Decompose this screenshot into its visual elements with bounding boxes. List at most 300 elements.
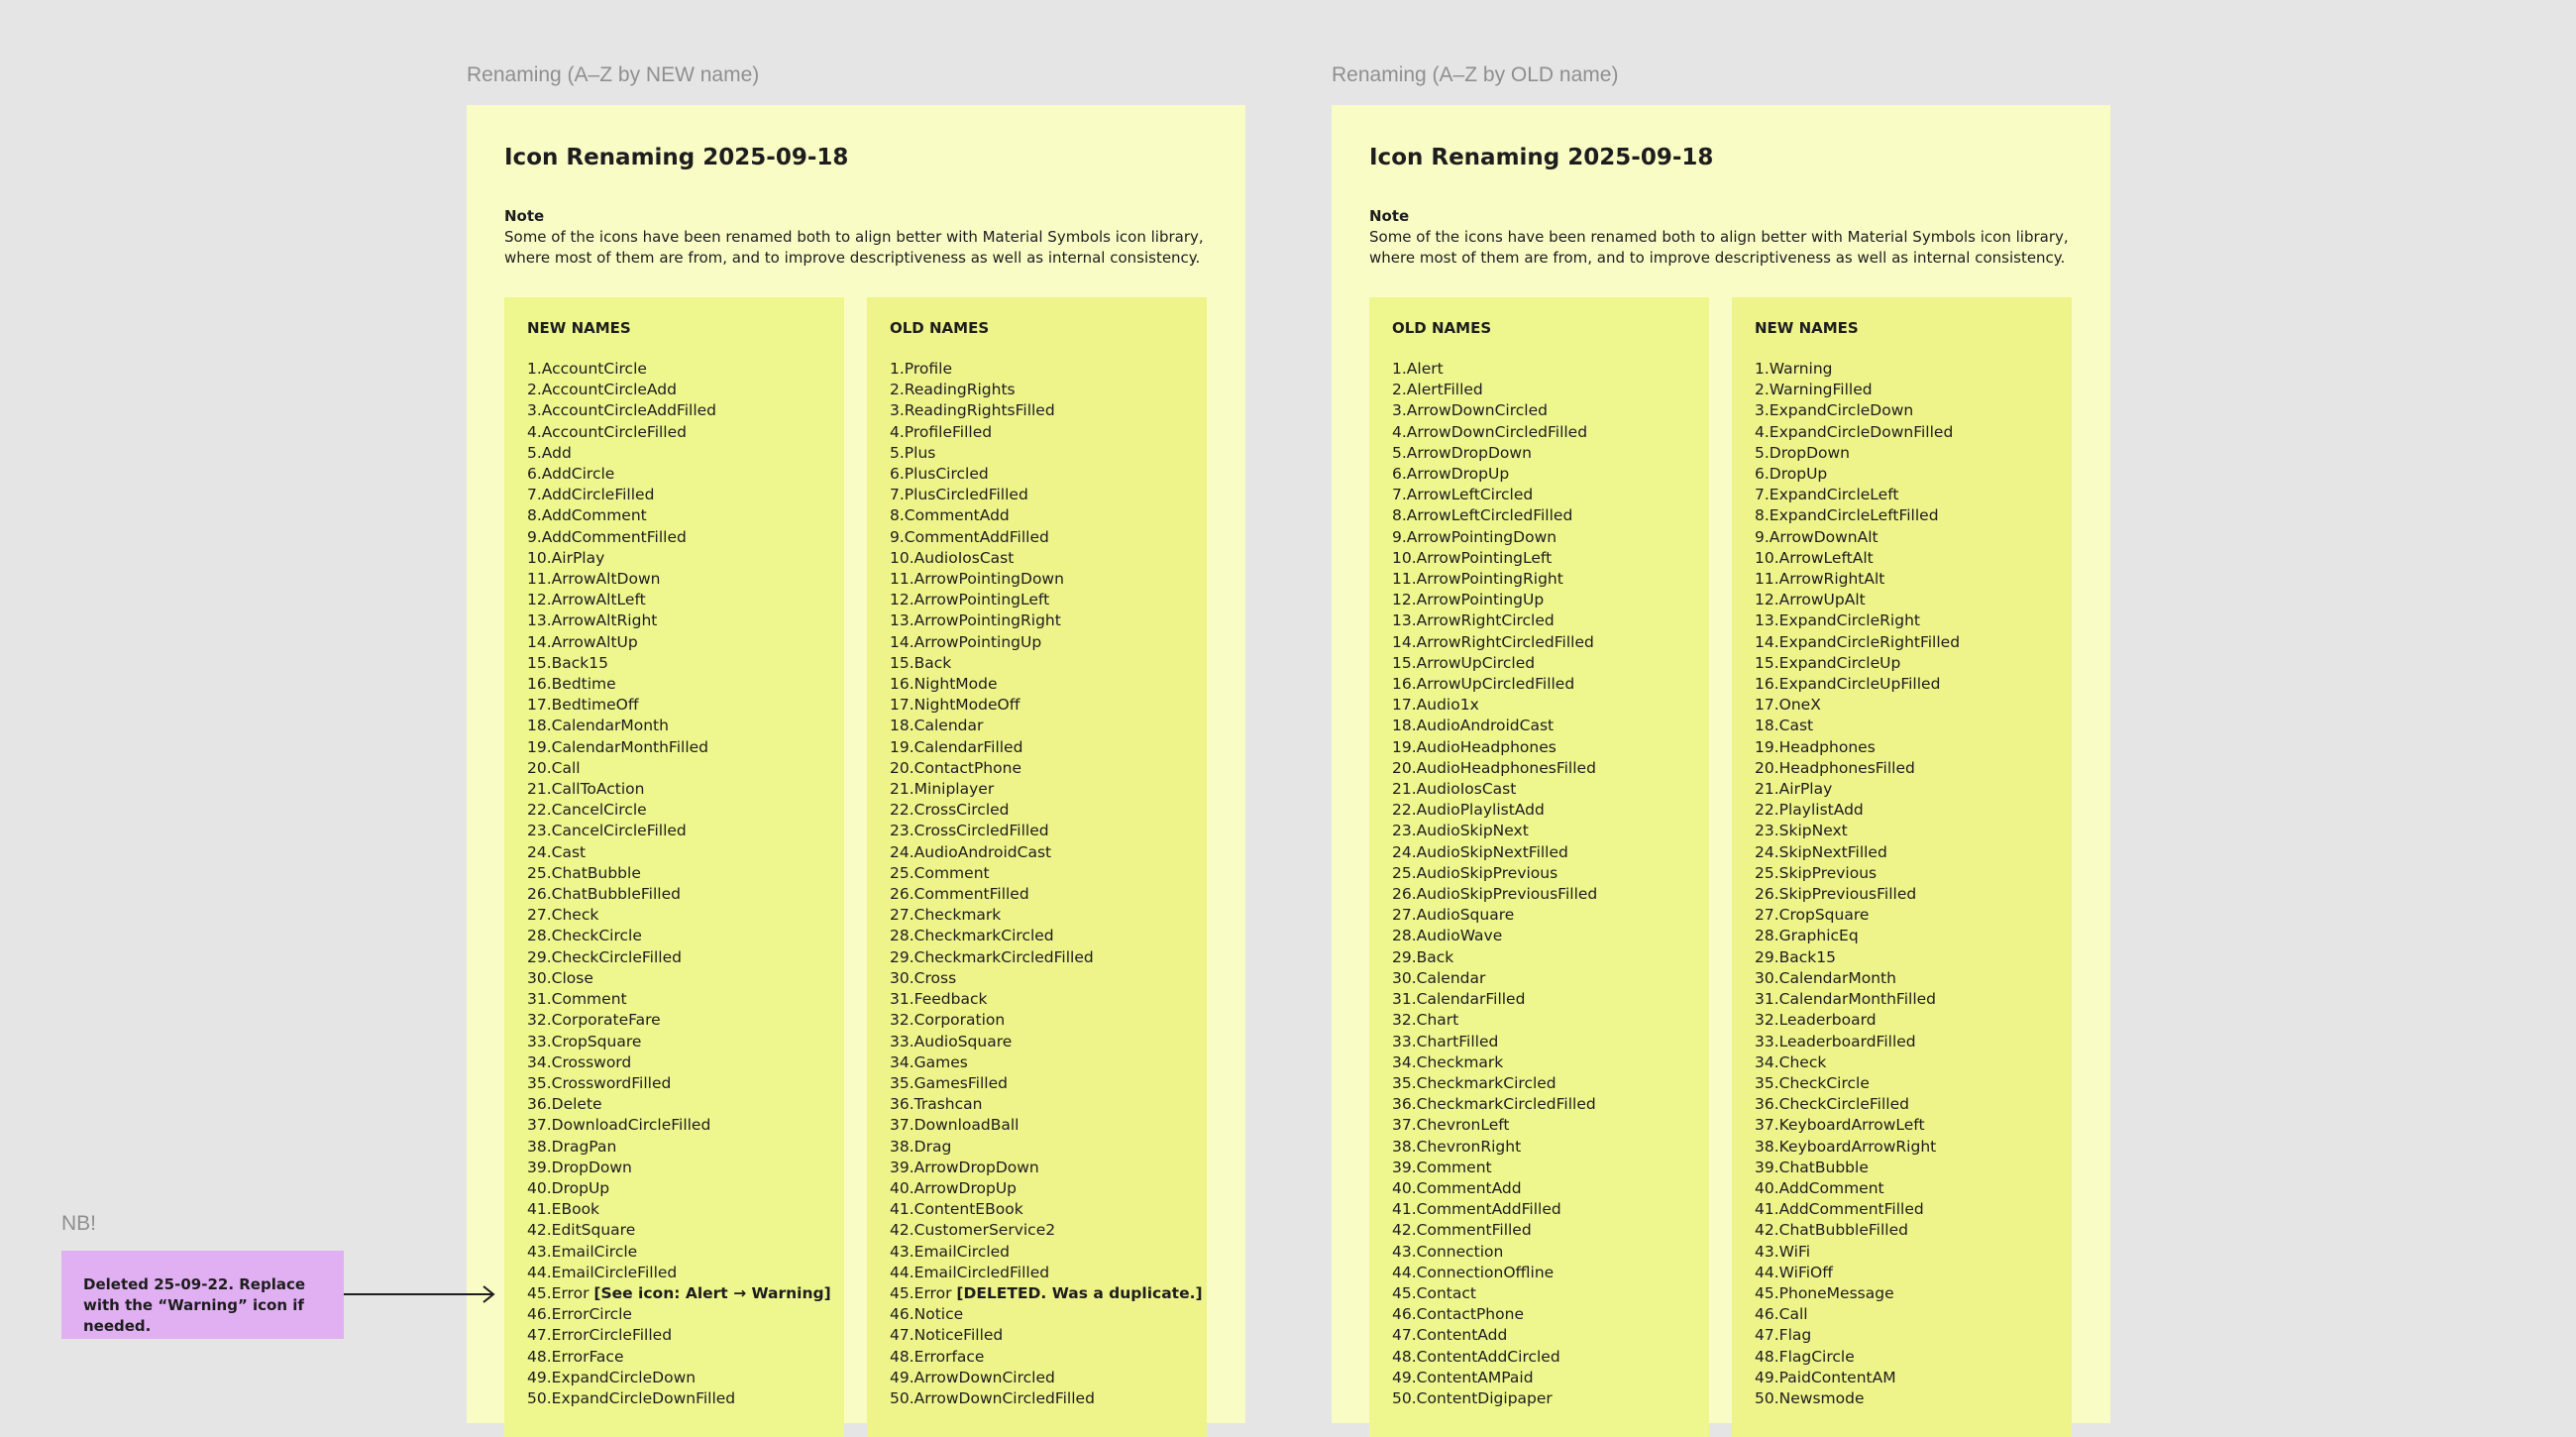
list-item-label: EmailCircleFilled — [551, 1263, 678, 1281]
list-item-label: AudioIosCast — [913, 548, 1015, 567]
list-item — [1755, 1178, 1960, 1199]
list-item — [890, 737, 1203, 758]
renaming-frame-by-old — [1332, 105, 2110, 1423]
list-item-label: LeaderboardFilled — [1778, 1032, 1916, 1050]
list-item — [1755, 1388, 1960, 1409]
note-body: Some of the icons have been renamed both to align better with Material Symbols icon library, where most of them are from, and to improve descriptiveness as well as internal consistency. — [1369, 228, 2069, 267]
list-item-number: 48. — [890, 1347, 914, 1366]
list-item-number: 1. — [890, 360, 905, 378]
list-item-label: ArrowDropUp — [913, 1178, 1018, 1197]
list-item-number: 32. — [1392, 1011, 1417, 1030]
list-item — [527, 1347, 831, 1368]
list-item-number: 15. — [1392, 653, 1417, 672]
list-item — [1755, 716, 1960, 736]
list-item-label: CheckCircle — [551, 927, 642, 945]
list-item — [1392, 842, 1597, 863]
list-item-label: AirPlay — [551, 548, 605, 567]
list-item-number: 34. — [527, 1052, 552, 1071]
list-item-number: 47. — [1755, 1326, 1779, 1345]
list-item-label: ExpandCircleLeftFilled — [1769, 506, 1939, 525]
list-item-label: BedtimeOff — [551, 696, 639, 715]
new-names-column — [504, 297, 844, 1437]
list-item-number: 23. — [1755, 822, 1779, 840]
list-item — [1755, 1052, 1960, 1073]
list-item-number: 43. — [1392, 1242, 1417, 1261]
list-item — [527, 359, 831, 380]
list-item — [890, 1115, 1203, 1136]
list-item — [890, 610, 1203, 631]
list-item-number: 30. — [1755, 968, 1779, 987]
list-item-label: ContentAdd — [1416, 1326, 1508, 1345]
list-item-label: ArrowPointingDown — [913, 570, 1064, 589]
list-item-number: 38. — [527, 1137, 552, 1156]
list-item — [890, 695, 1203, 716]
list-item-label: ExpandCircleDownFilled — [1769, 422, 1954, 441]
list-item — [890, 1137, 1203, 1158]
list-item-label: ArrowUpAlt — [1778, 591, 1866, 609]
list-item-label: Connection — [1416, 1242, 1504, 1261]
frame-label-new: Renaming (A–Z by NEW name) — [467, 63, 760, 86]
list-item — [1755, 464, 1960, 485]
note-body: Some of the icons have been renamed both to align better with Material Symbols icon library, where most of them are from, and to improve descriptiveness as well as internal consistency. — [504, 228, 1204, 267]
list-item-label: CalendarFilled — [913, 737, 1023, 756]
list-item — [527, 968, 831, 989]
list-item-label: Headphones — [1778, 737, 1876, 756]
list-item — [890, 1220, 1203, 1241]
list-item — [527, 1199, 831, 1220]
list-item-number: 11. — [527, 570, 552, 589]
list-item-number: 7. — [1755, 486, 1770, 504]
list-item-number: 17. — [1755, 696, 1779, 715]
list-item-number: 19. — [1755, 737, 1779, 756]
list-item-number: 22. — [527, 801, 552, 820]
list-item-number: 4. — [527, 422, 542, 441]
list-item — [890, 821, 1203, 841]
list-item-number: 41. — [890, 1200, 914, 1219]
list-item-number: 38. — [890, 1137, 914, 1156]
list-item-label: Feedback — [913, 990, 988, 1009]
list-item-label: Comment — [913, 863, 990, 882]
list-item-number: 44. — [1392, 1263, 1417, 1281]
list-item-label: ArrowDownCircledFilled — [913, 1388, 1095, 1407]
list-item-label: Drag — [913, 1137, 952, 1156]
list-item-label: AudioSkipNext — [1416, 822, 1529, 840]
list-item — [890, 485, 1203, 505]
list-item — [1392, 947, 1597, 968]
list-item-number: 33. — [1755, 1032, 1779, 1050]
list-item — [1392, 1137, 1597, 1158]
list-item-number: 10. — [527, 548, 552, 567]
list-item-label: DropDown — [1769, 443, 1851, 462]
list-item-label: EmailCircledFilled — [913, 1263, 1050, 1281]
list-item — [527, 800, 831, 821]
list-item-label: ArrowPointingDown — [1406, 527, 1557, 546]
list-item-number: 35. — [1755, 1073, 1779, 1092]
list-item — [527, 653, 831, 674]
list-item-number: 19. — [1392, 737, 1417, 756]
list-item — [527, 1388, 831, 1409]
list-item — [1392, 1032, 1597, 1052]
list-item — [890, 905, 1203, 926]
list-item-label: AccountCircleFilled — [541, 422, 687, 441]
old-names-column — [867, 297, 1207, 1437]
list-item-label: Chart — [1416, 1011, 1459, 1030]
list-item-number: 17. — [527, 696, 552, 715]
list-item — [890, 989, 1203, 1010]
list-item-label: Corporation — [913, 1011, 1006, 1030]
list-item — [1755, 758, 1960, 779]
list-item — [527, 548, 831, 569]
list-item-number: 16. — [890, 675, 914, 694]
list-item — [527, 590, 831, 610]
list-item-number: 28. — [1392, 927, 1417, 945]
list-item-number: 4. — [890, 422, 905, 441]
list-item-label: EmailCircle — [551, 1242, 638, 1261]
list-item-number: 50. — [1392, 1388, 1417, 1407]
list-item — [1392, 968, 1597, 989]
list-item-number: 36. — [1755, 1095, 1779, 1114]
list-item-number: 23. — [1392, 822, 1417, 840]
list-item-number: 3. — [1755, 401, 1770, 420]
list-item-number: 1. — [527, 360, 542, 378]
list-item — [527, 926, 831, 946]
list-item-number: 28. — [1755, 927, 1779, 945]
list-item — [1755, 695, 1960, 716]
list-item-label: ArrowDownCircled — [913, 1368, 1055, 1386]
list-item — [527, 443, 831, 464]
list-item-number: 10. — [1392, 548, 1417, 567]
list-item-label: Comment — [551, 990, 627, 1009]
list-item-number: 9. — [890, 527, 905, 546]
list-item — [1392, 989, 1597, 1010]
list-item — [1755, 1283, 1960, 1304]
list-item-number: 40. — [1392, 1178, 1417, 1197]
list-item — [527, 989, 831, 1010]
list-item-label: CheckmarkCircledFilled — [1416, 1095, 1596, 1114]
list-item-number: 31. — [1755, 990, 1779, 1009]
list-item-label: CropSquare — [551, 1032, 642, 1050]
list-item-number: 16. — [527, 675, 552, 694]
list-item-number: 6. — [1392, 465, 1407, 484]
list-item — [1392, 632, 1597, 653]
list-item-number: 27. — [1755, 906, 1779, 925]
list-item — [1392, 905, 1597, 926]
list-item — [527, 485, 831, 505]
list-item-number: 42. — [1392, 1221, 1417, 1240]
list-item-label: CalendarFilled — [1416, 990, 1526, 1009]
frame-title: Icon Renaming 2025-09-18 — [504, 145, 849, 170]
list-item — [1755, 674, 1960, 695]
list-item-label: ArrowRightCircledFilled — [1416, 632, 1594, 651]
list-item-number: 47. — [890, 1326, 914, 1345]
list-item — [1755, 443, 1960, 464]
list-item — [527, 1052, 831, 1073]
list-item — [1392, 380, 1597, 400]
list-item — [1392, 737, 1597, 758]
list-item-number: 26. — [1755, 885, 1779, 904]
list-item-number: 44. — [1755, 1263, 1779, 1281]
list-item — [1755, 527, 1960, 548]
list-item-label: ArrowRightAlt — [1778, 570, 1885, 589]
list-item-number: 33. — [1392, 1032, 1417, 1050]
list-item — [1392, 884, 1597, 905]
list-item — [527, 1073, 831, 1094]
list-item — [890, 1094, 1203, 1115]
list-item-label: NightMode — [913, 675, 998, 694]
list-item-label: Error [DELETED. Was a duplicate.] — [913, 1283, 1203, 1302]
list-item-number: 6. — [527, 465, 542, 484]
list-item — [527, 716, 831, 736]
list-item — [890, 443, 1203, 464]
list-item-label: EditSquare — [551, 1221, 636, 1240]
list-item — [1392, 800, 1597, 821]
list-item — [1392, 695, 1597, 716]
list-item-number: 20. — [527, 758, 552, 777]
list-item-number: 36. — [890, 1095, 914, 1114]
list-item-label: ChartFilled — [1416, 1032, 1499, 1050]
list-item-label: ArrowDropUp — [1406, 465, 1510, 484]
list-item — [1755, 485, 1960, 505]
list-item-number: 48. — [1755, 1347, 1779, 1366]
list-item-label: Back15 — [551, 653, 609, 672]
list-item — [1755, 842, 1960, 863]
list-item — [527, 610, 831, 631]
list-item — [890, 1178, 1203, 1199]
list-item — [1755, 968, 1960, 989]
list-item-label: Calendar — [913, 717, 984, 735]
list-item — [1755, 422, 1960, 443]
list-item-number: 49. — [1755, 1368, 1779, 1386]
list-item-label: ChatBubbleFilled — [1778, 1221, 1908, 1240]
list-item-number: 35. — [527, 1073, 552, 1092]
list-item-label: Delete — [551, 1095, 602, 1114]
list-item-label: Cast — [1778, 717, 1814, 735]
list-item-number: 37. — [527, 1116, 552, 1135]
list-item-number: 16. — [1392, 675, 1417, 694]
list-item-number: 43. — [527, 1242, 552, 1261]
list-item — [1392, 505, 1597, 526]
list-item-label: CallToAction — [551, 780, 645, 799]
list-item — [1755, 1304, 1960, 1325]
list-item-number: 41. — [1755, 1200, 1779, 1219]
list-item-number: 15. — [527, 653, 552, 672]
sticky-note[interactable] — [61, 1251, 344, 1339]
list-item-label: ArrowAltDown — [551, 570, 661, 589]
list-item — [527, 674, 831, 695]
list-item-label: CommentAdd — [904, 506, 1010, 525]
list-item-label: AddComment — [1778, 1178, 1884, 1197]
list-item-number: 19. — [890, 737, 914, 756]
list-item-label: Calendar — [1416, 968, 1486, 987]
list-item-label: EmailCircled — [913, 1242, 1011, 1261]
list-item-number: 48. — [527, 1347, 552, 1366]
list-item-number: 39. — [1392, 1158, 1417, 1176]
list-item — [527, 527, 831, 548]
list-item — [527, 1304, 831, 1325]
list-item — [1392, 1388, 1597, 1409]
list-item — [890, 1242, 1203, 1263]
list-item-number: 20. — [890, 758, 914, 777]
list-item-label: Crossword — [551, 1052, 632, 1071]
list-item — [890, 400, 1203, 421]
list-item — [527, 1094, 831, 1115]
list-item — [527, 422, 831, 443]
list-item-label: AddCommentFilled — [541, 527, 687, 546]
list-item-label: PlusCircled — [904, 465, 989, 484]
list-item — [890, 800, 1203, 821]
list-item — [1392, 1283, 1597, 1304]
list-item — [1755, 926, 1960, 946]
list-item-label: PlaylistAdd — [1778, 801, 1864, 820]
list-item — [1392, 653, 1597, 674]
list-item-label: KeyboardArrowRight — [1778, 1137, 1937, 1156]
list-item-label: CorporateFare — [551, 1011, 661, 1030]
column-heading: OLD NAMES — [1392, 319, 1492, 337]
list-item — [890, 569, 1203, 590]
list-item-number: 46. — [527, 1305, 552, 1324]
list-item-number: 42. — [890, 1221, 914, 1240]
list-item-label: ChevronLeft — [1416, 1116, 1510, 1135]
list-item-label: Plus — [904, 443, 936, 462]
list-item-label: Close — [551, 968, 593, 987]
list-item-label: HeadphonesFilled — [1778, 758, 1915, 777]
list-item-number: 29. — [890, 947, 914, 966]
list-item-number: 33. — [890, 1032, 914, 1050]
list-item — [1392, 1094, 1597, 1115]
list-item — [1392, 863, 1597, 884]
list-item-number: 47. — [1392, 1326, 1417, 1345]
list-item-number: 1. — [1392, 360, 1407, 378]
list-item — [527, 1263, 831, 1283]
renaming-frame-by-new — [467, 105, 1245, 1423]
list-item — [1392, 674, 1597, 695]
list-item-label: Notice — [913, 1305, 964, 1324]
list-item-label: DragPan — [551, 1137, 617, 1156]
list-item-number: 14. — [1392, 632, 1417, 651]
list-item-number: 23. — [890, 822, 914, 840]
list-item — [527, 1220, 831, 1241]
list-item-label: ReadingRights — [904, 381, 1016, 399]
list-item-label: KeyboardArrowLeft — [1778, 1116, 1925, 1135]
list-item-number: 9. — [1755, 527, 1770, 546]
list-item-label: Back15 — [1778, 947, 1837, 966]
list-item — [1755, 548, 1960, 569]
list-item-number: 46. — [1392, 1305, 1417, 1324]
list-item-number: 1. — [1755, 360, 1770, 378]
list-item — [890, 464, 1203, 485]
list-item-label: NoticeFilled — [913, 1326, 1004, 1345]
list-item-number: 28. — [527, 927, 552, 945]
list-item-label: ArrowPointingLeft — [1416, 548, 1553, 567]
list-item-number: 21. — [527, 780, 552, 799]
frame-label-old: Renaming (A–Z by OLD name) — [1332, 63, 1619, 86]
list-item — [1755, 1220, 1960, 1241]
list-item-number: 29. — [1755, 947, 1779, 966]
list-item — [1755, 400, 1960, 421]
list-item — [1755, 569, 1960, 590]
frame-title: Icon Renaming 2025-09-18 — [1369, 145, 1714, 170]
list-item-label: AddCommentFilled — [1778, 1200, 1924, 1219]
list-item-label: GamesFilled — [913, 1073, 1008, 1092]
list-item-number: 31. — [890, 990, 914, 1009]
list-item-number: 25. — [1392, 863, 1417, 882]
list-item — [890, 1032, 1203, 1052]
list-item-number: 31. — [1392, 990, 1417, 1009]
list-item — [527, 1242, 831, 1263]
list-item-number: 13. — [1755, 611, 1779, 630]
list-item — [1755, 989, 1960, 1010]
list-item-number: 8. — [1755, 506, 1770, 525]
list-item — [1392, 610, 1597, 631]
list-item — [1392, 1242, 1597, 1263]
list-item — [1755, 1073, 1960, 1094]
list-item-label: CheckCircleFilled — [1778, 1095, 1909, 1114]
list-item-number: 41. — [1392, 1200, 1417, 1219]
list-item-label: Check — [1778, 1052, 1827, 1071]
list-item — [890, 947, 1203, 968]
list-item-label: AudioPlaylistAdd — [1416, 801, 1545, 820]
list-item-label: CheckmarkCircled — [913, 927, 1054, 945]
list-item-label: CropSquare — [1778, 906, 1870, 925]
list-item-label: AccountCircleAddFilled — [541, 401, 716, 420]
list-item-number: 40. — [890, 1178, 914, 1197]
list-item — [1392, 400, 1597, 421]
list-item-label: ContactPhone — [1416, 1305, 1524, 1324]
list-item-label: NightModeOff — [913, 696, 1020, 715]
list-item — [1392, 758, 1597, 779]
list-item-number: 3. — [527, 401, 542, 420]
list-item-label: AccountCircleAdd — [541, 381, 677, 399]
list-item-number: 42. — [1755, 1221, 1779, 1240]
list-item-number: 30. — [1392, 968, 1417, 987]
list-item-label: ArrowPointingRight — [1416, 570, 1563, 589]
list-item-number: 7. — [1392, 486, 1407, 504]
list-item — [890, 1347, 1203, 1368]
list-item — [1392, 1199, 1597, 1220]
list-item-number: 9. — [1392, 527, 1407, 546]
list-item — [1755, 821, 1960, 841]
list-item-number: 10. — [890, 548, 914, 567]
list-item-label: Alert — [1406, 360, 1444, 378]
list-item — [1755, 1368, 1960, 1388]
list-item — [890, 1325, 1203, 1346]
list-item-number: 18. — [890, 717, 914, 735]
list-item-label: CheckmarkCircled — [1416, 1073, 1556, 1092]
list-item-label: Contact — [1416, 1283, 1476, 1302]
list-item-label: Miniplayer — [913, 780, 995, 799]
list-item-label: ContentEBook — [913, 1200, 1023, 1219]
list-item-remark: [DELETED. Was a duplicate.] — [956, 1283, 1203, 1302]
list-item-label: Flag — [1778, 1326, 1812, 1345]
list-item-label: ExpandCircleRight — [1778, 611, 1920, 630]
connector-arrow[interactable] — [344, 1284, 498, 1304]
list-item — [890, 863, 1203, 884]
list-item-label: Bedtime — [551, 675, 616, 694]
list-item — [1392, 1073, 1597, 1094]
list-item — [890, 779, 1203, 800]
list-item — [1392, 1158, 1597, 1178]
note-title: Note — [504, 207, 545, 225]
list-item — [1755, 1347, 1960, 1368]
list-item-number: 24. — [1392, 842, 1417, 861]
list-item-number: 21. — [890, 780, 914, 799]
list-item-number: 32. — [527, 1011, 552, 1030]
list-item-label: CheckCircle — [1778, 1073, 1870, 1092]
list-item — [1755, 590, 1960, 610]
list-item-label: Cast — [551, 842, 587, 861]
name-list — [527, 359, 831, 1409]
list-item-number: 20. — [1392, 758, 1417, 777]
